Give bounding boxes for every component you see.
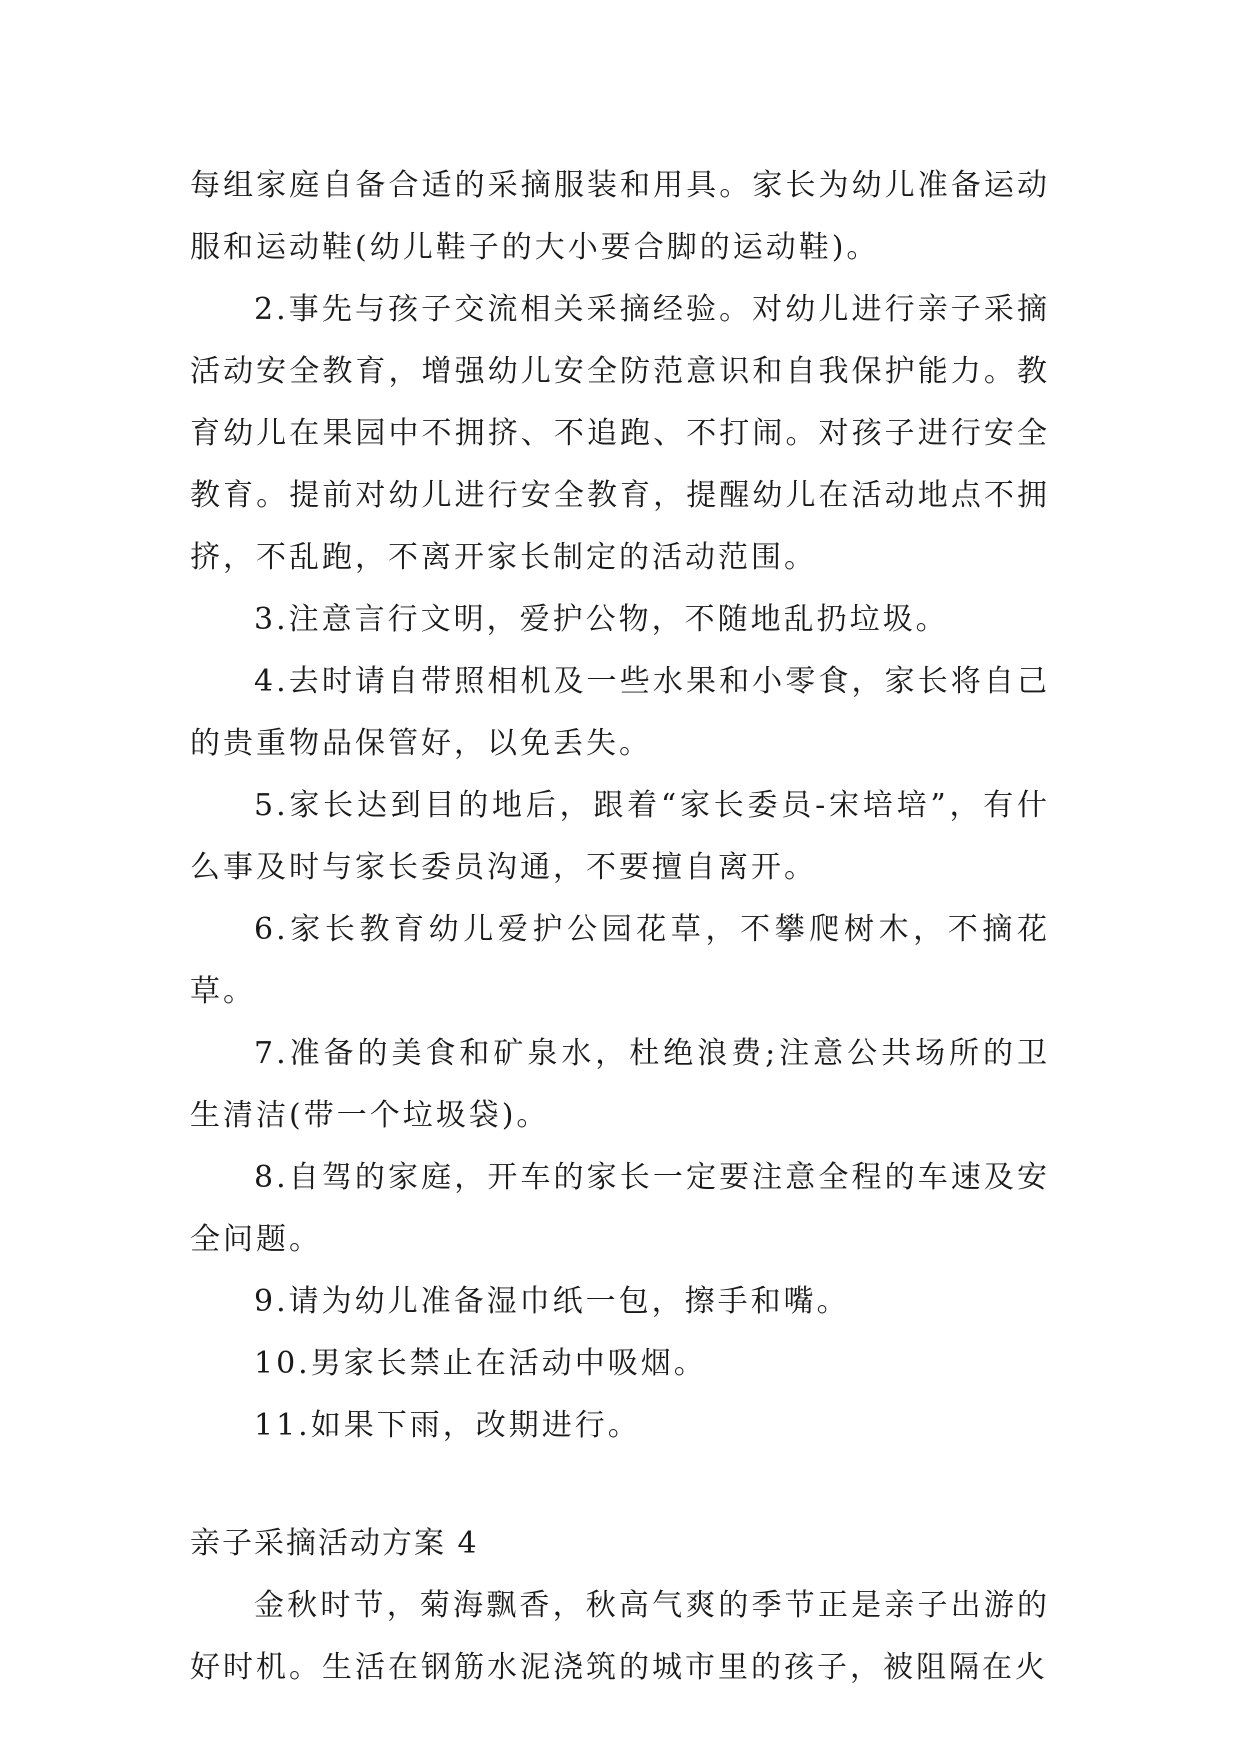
- paragraph-item-4: 4.去时请自带照相机及一些水果和小零食，家长将自己的贵重物品保管好，以免丢失。: [190, 664, 1050, 761]
- paragraph-item-3: 3.注意言行文明，爱护公物，不随地乱扔垃圾。: [254, 602, 949, 637]
- paragraph-item-7: 7.准备的美食和矿泉水，杜绝浪费;注意公共场所的卫生清洁(带一个垃圾袋)。: [190, 1036, 1050, 1133]
- paragraph-item-8: 8.自驾的家庭，开车的家长一定要注意全程的车速及安全问题。: [190, 1160, 1050, 1257]
- paragraph-item-11: 11.如果下雨，改期进行。: [254, 1408, 641, 1443]
- paragraph-continued: 每组家庭自备合适的采摘服装和用具。家长为幼儿准备运动服和运动鞋(幼儿鞋子的大小要合脚的运动鞋)。: [190, 168, 1050, 265]
- paragraph-item-10: 10.男家长禁止在活动中吸烟。: [254, 1346, 707, 1381]
- paragraph-item-2: 2.事先与孩子交流相关采摘经验。对幼儿进行亲子采摘活动安全教育，增强幼儿安全防范意识和自我保护能力。教育幼儿在果园中不拥挤、不追跑、不打闹。对孩子进行安全教育。提前对幼儿进行安全教育，提醒幼儿在活动地点不拥挤，不乱跑，不离开家长制定的活动范围。: [190, 292, 1050, 575]
- paragraph-item-5: 5.家长达到目的地后，跟着“家长委员-宋培培”，有什么事及时与家长委员沟通，不要擅自离开。: [190, 788, 1050, 885]
- document-page: [190, 155, 1050, 1699]
- section-gap: [190, 1457, 1050, 1513]
- section4-paragraph: 金秋时节，菊海飘香，秋高气爽的季节正是亲子出游的好时机。生活在钢筋水泥浇筑的城市里的孩子，被阻隔在火: [190, 1588, 1050, 1685]
- section-heading: 亲子采摘活动方案 4: [190, 1526, 479, 1561]
- paragraph-item-6: 6.家长教育幼儿爱护公园花草，不攀爬树木，不摘花草。: [190, 912, 1050, 1009]
- paragraph-item-9: 9.请为幼儿准备湿巾纸一包，擦手和嘴。: [254, 1284, 850, 1319]
